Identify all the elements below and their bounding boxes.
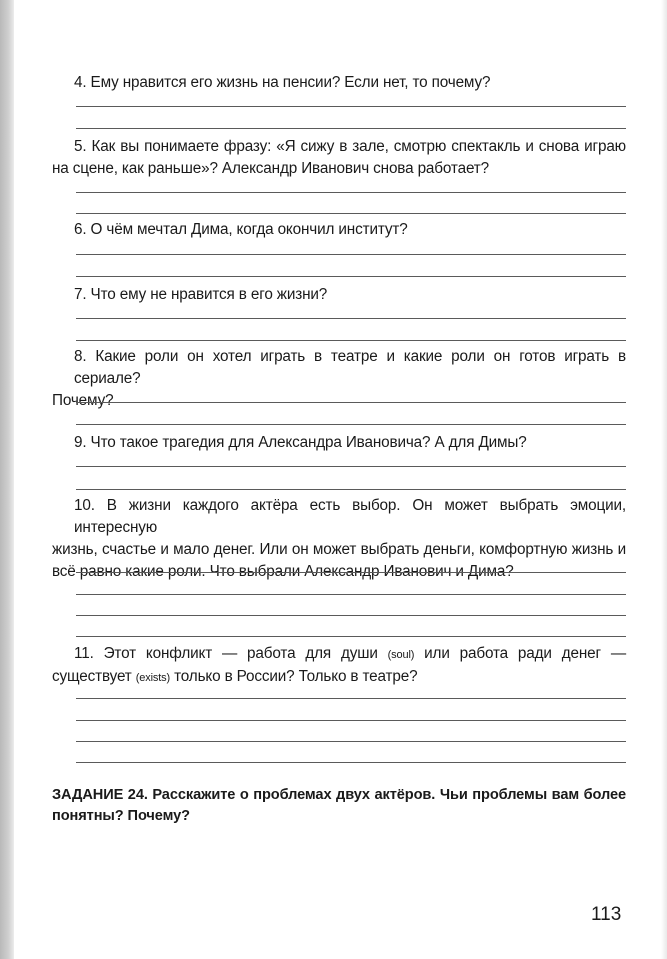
answer-line[interactable] xyxy=(76,489,626,490)
answer-line[interactable] xyxy=(76,276,626,277)
answer-line[interactable] xyxy=(76,594,626,595)
answer-line[interactable] xyxy=(76,213,626,214)
question-text-part: только в России? Только в театре? xyxy=(170,668,418,685)
question-text: 7. Что ему не нравится в его жизни? xyxy=(74,286,328,303)
answer-line[interactable] xyxy=(76,402,626,403)
answer-line[interactable] xyxy=(76,698,626,699)
answer-line[interactable] xyxy=(76,762,626,763)
answer-line[interactable] xyxy=(76,318,626,319)
answer-line[interactable] xyxy=(76,254,626,255)
question-text: 5. Как вы понимаете фразу: «Я сижу в зале, смотрю спектакль и снова играю xyxy=(74,138,626,155)
answer-line[interactable] xyxy=(76,466,626,467)
task-text: ЗАДАНИЕ 24. Расскажите о проблемах двух актёров. Чьи проблемы вам более xyxy=(52,787,626,803)
question-text: Почему? xyxy=(52,392,114,409)
task-text: понятны? Почему? xyxy=(52,808,190,824)
question-text: на сцене, как раньше»? Александр Иванович снова работает? xyxy=(52,160,490,177)
task-24 xyxy=(52,785,626,827)
question-text: всё равно какие роли. Что выбрали Александр Иванович и Дима? xyxy=(52,563,514,580)
question-11 xyxy=(52,643,626,689)
question-7 xyxy=(52,284,626,306)
question-5 xyxy=(52,136,626,180)
question-4 xyxy=(52,72,626,94)
answer-line[interactable] xyxy=(76,192,626,193)
answer-line[interactable] xyxy=(76,424,626,425)
answer-line[interactable] xyxy=(76,572,626,573)
answer-line[interactable] xyxy=(76,636,626,637)
answer-line[interactable] xyxy=(76,720,626,721)
question-text: 8. Какие роли он хотел играть в театре и какие роли он готов играть в сериале? xyxy=(74,348,626,387)
question-text-part: существует xyxy=(52,668,136,685)
answer-line[interactable] xyxy=(76,106,626,107)
question-text xyxy=(52,666,626,689)
question-text xyxy=(52,643,626,666)
answer-line[interactable] xyxy=(76,128,626,129)
gloss: (soul) xyxy=(387,649,415,661)
question-text: 4. Ему нравится его жизнь на пенсии? Если нет, то почему? xyxy=(74,74,491,91)
question-text-part: или работа ради денег — xyxy=(414,645,626,662)
page-edge xyxy=(661,0,667,959)
answer-line[interactable] xyxy=(76,340,626,341)
question-text: 10. В жизни каждого актёра есть выбор. Он может выбрать эмоции, интересную xyxy=(74,497,626,536)
page-number: 113 xyxy=(591,904,622,925)
question-text-part: 11. Этот конфликт — работа для души xyxy=(74,645,388,662)
question-6 xyxy=(52,219,626,241)
question-9 xyxy=(52,432,626,454)
question-text: 6. О чём мечтал Дима, когда окончил институт? xyxy=(74,221,408,238)
gloss: (exists) xyxy=(135,672,170,684)
question-text: 9. Что такое трагедия для Александра Ивановича? А для Димы? xyxy=(74,434,527,451)
question-10 xyxy=(52,495,626,583)
question-text: жизнь, счастье и мало денег. Или он может выбрать деньги, комфортную жизнь и xyxy=(52,541,626,558)
book-binding-shadow xyxy=(0,0,14,959)
answer-line[interactable] xyxy=(76,615,626,616)
answer-line[interactable] xyxy=(76,741,626,742)
